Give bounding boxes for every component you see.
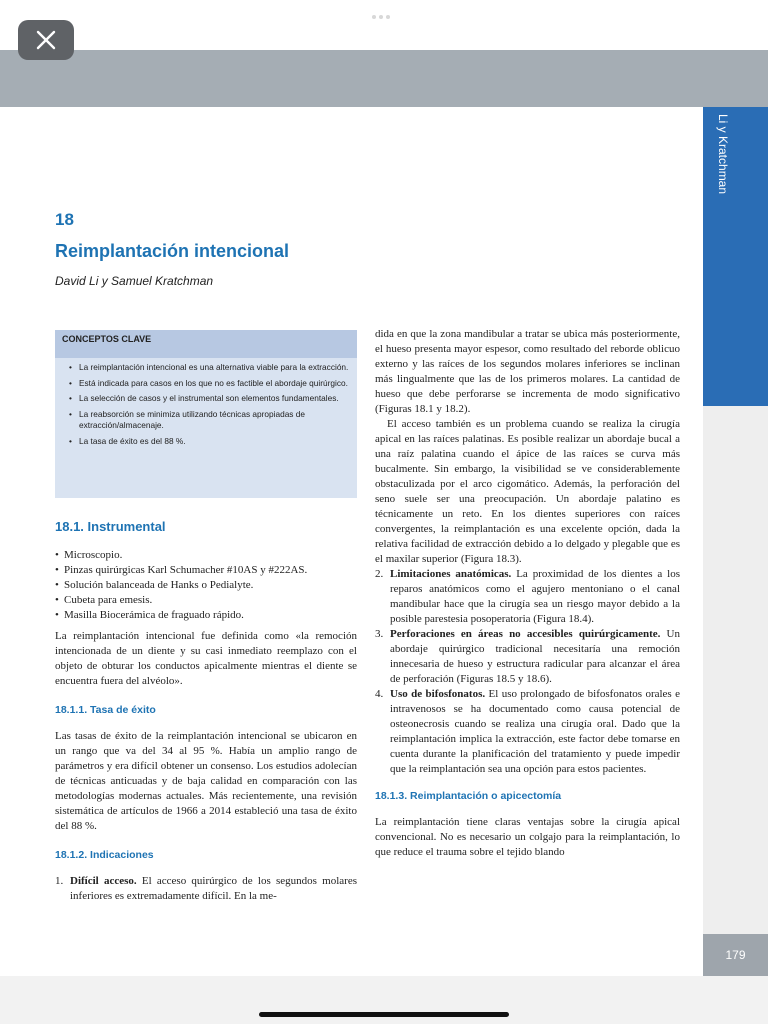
indication-item: 4. Uso de bifosfonatos. El uso prolongado de bifosfonatos orales e intravenosos se ha documentado como causa potencial de osteonecrosis cuando se realiza una cirugía oral. Dado que la reimplantación implica la extracción, este factor debe tomarse en cuenta durante la planificación del tratamiento y puede impedir que la reimplantación sea una opción para estos pacientes.: [375, 688, 680, 775]
continued-paragraph: dida en que la zona mandibular a tratar se ubica más posteriormente, el hueso presenta mayor espesor, como resultado del reborde oblicuo externo y las raíces de los segundos molares inferiores se inclinan más lingualmente que las de los primeros molares. La cantidad de hueso que debe perforarse se incrementa de modo significativo (Figuras 18.1 y 18.2).: [375, 328, 680, 415]
page-header-band: [0, 50, 768, 107]
instrument-item: • Cubeta para emesis.: [55, 593, 357, 608]
chapter-title: Reimplantación intencional: [55, 241, 290, 261]
section-heading-reimplant-vs-apicectomy: 18.1.3. Reimplantación o apicectomía: [375, 790, 562, 802]
right-column: [375, 327, 680, 860]
key-concept-item: • La reimplantación intencional es una alternativa viable para la extracción.: [69, 362, 349, 374]
key-concepts-title: CONCEPTOS CLAVE: [55, 330, 357, 358]
chapter-authors: David Li y Samuel Kratchman: [55, 274, 214, 288]
indication-item: 1. Difícil acceso. El acceso quirúrgico de los segundos molares inferiores es extremadamente difícil. En la me-: [55, 875, 357, 902]
reimplant-vs-apicectomy-paragraph: La reimplantación tiene claras ventajas sobre la cirugía apical convencional. No es necesario un colgajo para la reimplantación, lo que reduce el trauma sobre el tejido blando: [375, 816, 680, 858]
instrument-item: • Masilla Biocerámica de fraguado rápido.: [55, 608, 357, 623]
key-concept-item: • La reabsorción se minimiza utilizando técnicas apropiadas de extracción/almacenaje.: [69, 409, 349, 432]
section-heading-indications: 18.1.2. Indicaciones: [55, 849, 154, 861]
instrument-item: • Pinzas quirúrgicas Karl Schumacher #10AS y #222AS.: [55, 563, 357, 578]
document-page: [0, 50, 768, 976]
page-number: 179: [703, 934, 768, 976]
indications-list-continued: [375, 567, 680, 777]
instrumental-paragraph: La reimplantación intencional fue definida como «la remoción intencionada de un diente y su casi inmediato reemplazo con el objeto de obturar los conductos apicalmente mientras el diente se encuentra fuera del alvéolo».: [55, 630, 357, 687]
key-concept-item: • La selección de casos y el instrumental son elementos fundamentales.: [69, 393, 349, 405]
instrument-item: • Microscopio.: [55, 548, 357, 563]
chapter-number: 18: [55, 210, 74, 229]
home-indicator[interactable]: [259, 1012, 509, 1017]
section-heading-success-rate: 18.1.1. Tasa de éxito: [55, 704, 156, 716]
close-icon: [36, 30, 56, 50]
instrument-item: • Solución balanceada de Hanks o Pedialyte.: [55, 578, 357, 593]
indication-item: 3. Perforaciones en áreas no accesibles quirúrgicamente. Un abordaje quirúrgico tradicional necesitaría una remoción innecesaria de hueso y estructura radicular para alcanzar el área de perforación (Figuras 18.5 y 18.6).: [375, 628, 680, 685]
section-heading-instrumental: 18.1. Instrumental: [55, 519, 166, 534]
access-paragraph: El acceso también es un problema cuando se realiza la cirugía apical en las raíces palatinas. Es posible realizar un abordaje bucal a una raíz palatina cuando el ápice de las raíces se curva más bucalmente. Sin embargo, la visibilidad se ve considerablemente obstaculizada por el arco cigomático. Además, la perforación del seno suele ser una preocupación. Un abordaje palatino es técnicamente un reto. En los dientes superiores con raíces convergentes, la reimplantación es una excelente opción, dada la relativa facilidad de extracción debido a lo delgado y plegable que es el maxilar superior (Figura 18.3).: [375, 418, 680, 565]
key-concept-item: • Está indicada para casos en los que no es factible el abordaje quirúrgico.: [69, 378, 349, 390]
indication-item: 2. Limitaciones anatómicas. La proximidad de los dientes a los reparos anatómicos como el agujero mentoniano o el canal mandibular hace que la cirugía sea un riesgo mayor debido a la posible parestesia posoperatoria (Figura 18.4).: [375, 568, 680, 625]
success-rate-paragraph: Las tasas de éxito de la reimplantación intencional se ubicaron en un rango que va del 34 al 95 %. Había un amplio rango de parámetros y era difícil obtener un consenso. Los estudios adolecían de técnicas anticuadas y de baja calidad en comparación con las metodologías modernas actuales. Más recientemente, una revisión sistemática de artículos de 1966 a 2014 estableció una tasa de éxito del 88 %.: [55, 730, 357, 832]
viewer-handle-dots: [372, 6, 396, 10]
side-margin: [703, 406, 768, 934]
key-concepts-list: [55, 358, 357, 447]
instrument-list: [55, 548, 357, 623]
left-column: [55, 518, 357, 904]
key-concept-item: • La tasa de éxito es del 88 %.: [69, 436, 349, 448]
viewer-top-bar: [0, 0, 768, 50]
indications-list: [55, 874, 357, 904]
key-concepts-box: [55, 330, 357, 498]
side-tab-label: Li y Kratchman: [716, 114, 730, 195]
close-button[interactable]: [18, 20, 74, 60]
